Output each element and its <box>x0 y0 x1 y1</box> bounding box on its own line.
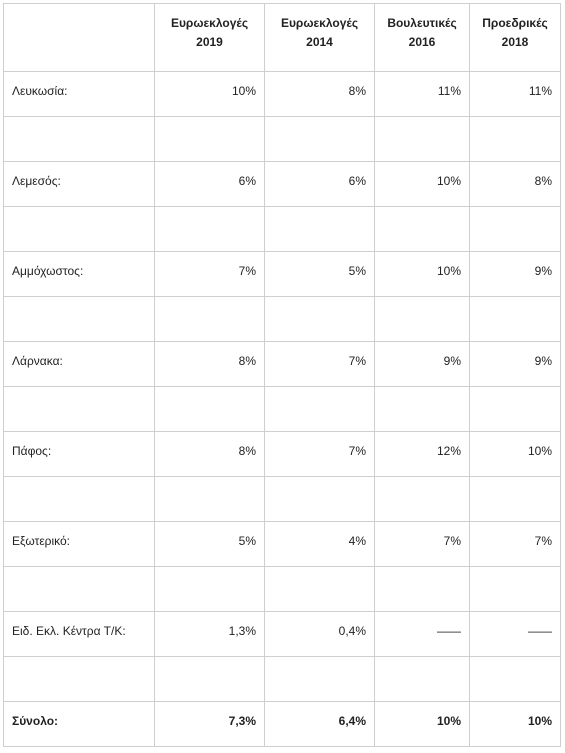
header-empty-cell <box>4 4 155 72</box>
cell-euro-2019: 6% <box>155 162 265 207</box>
cell-euro-2014: 8% <box>265 72 375 117</box>
row-label: Λεμεσός: <box>4 162 155 207</box>
spacer-row <box>4 207 561 252</box>
cell-legislative-2016: 9% <box>375 342 470 387</box>
cell-legislative-2016: 7% <box>375 522 470 567</box>
cell-euro-2019: 1,3% <box>155 612 265 657</box>
row-label: Ειδ. Εκλ. Κέντρα Τ/Κ: <box>4 612 155 657</box>
table-row <box>4 252 561 297</box>
row-label: Αμμόχωστος: <box>4 252 155 297</box>
cell-legislative-2016: 10% <box>375 162 470 207</box>
cell-legislative-2016: 10% <box>375 252 470 297</box>
cell-presidential-2018: 11% <box>470 72 561 117</box>
cell-presidential-2018: 9% <box>470 252 561 297</box>
cell-legislative-2016: —— <box>375 612 470 657</box>
header-euro-2019: Ευρωεκλογές 2019 <box>155 4 265 72</box>
row-label: Πάφος: <box>4 432 155 477</box>
spacer-row <box>4 567 561 612</box>
row-label: Λευκωσία: <box>4 72 155 117</box>
cell-presidential-2018: 8% <box>470 162 561 207</box>
cell-presidential-2018: —— <box>470 612 561 657</box>
header-row <box>4 4 561 72</box>
cell-euro-2019: 10% <box>155 72 265 117</box>
cell-euro-2014: 7% <box>265 342 375 387</box>
cell-presidential-2018: 10% <box>470 432 561 477</box>
spacer-row <box>4 117 561 162</box>
table-row <box>4 522 561 567</box>
table-row <box>4 342 561 387</box>
spacer-row <box>4 477 561 522</box>
header-euro-2014: Ευρωεκλογές 2014 <box>265 4 375 72</box>
total-legislative-2016: 10% <box>375 702 470 747</box>
spacer-row <box>4 387 561 432</box>
spacer-row <box>4 297 561 342</box>
cell-euro-2014: 0,4% <box>265 612 375 657</box>
table-row <box>4 72 561 117</box>
cell-euro-2019: 7% <box>155 252 265 297</box>
row-label: Λάρνακα: <box>4 342 155 387</box>
cell-legislative-2016: 12% <box>375 432 470 477</box>
cell-euro-2019: 5% <box>155 522 265 567</box>
cell-presidential-2018: 7% <box>470 522 561 567</box>
cell-euro-2014: 7% <box>265 432 375 477</box>
table-row <box>4 162 561 207</box>
table-row <box>4 432 561 477</box>
total-label: Σύνολο: <box>4 702 155 747</box>
cell-euro-2014: 4% <box>265 522 375 567</box>
header-presidential-2018: Προεδρικές 2018 <box>470 4 561 72</box>
cell-legislative-2016: 11% <box>375 72 470 117</box>
cell-euro-2014: 5% <box>265 252 375 297</box>
header-legislative-2016: Βουλευτικές 2016 <box>375 4 470 72</box>
table-row <box>4 612 561 657</box>
cell-presidential-2018: 9% <box>470 342 561 387</box>
results-table <box>3 3 561 747</box>
row-label: Εξωτερικό: <box>4 522 155 567</box>
cell-euro-2019: 8% <box>155 432 265 477</box>
cell-euro-2014: 6% <box>265 162 375 207</box>
total-euro-2014: 6,4% <box>265 702 375 747</box>
cell-euro-2019: 8% <box>155 342 265 387</box>
total-euro-2019: 7,3% <box>155 702 265 747</box>
total-presidential-2018: 10% <box>470 702 561 747</box>
spacer-row <box>4 657 561 702</box>
total-row <box>4 702 561 747</box>
